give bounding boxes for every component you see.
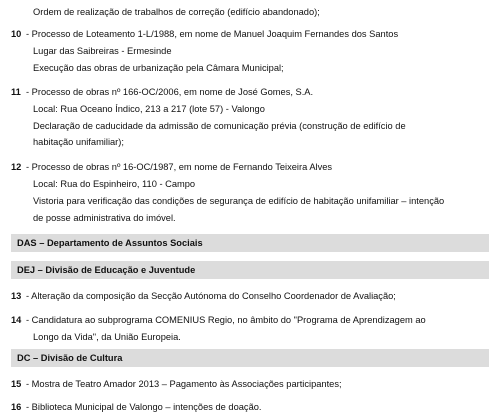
item-text-16: - Biblioteca Municipal de Valongo – intenções de doação. xyxy=(26,402,262,412)
item-number-12: 12 xyxy=(11,162,22,172)
section-header-das xyxy=(11,234,489,252)
item-title-12: - Processo de obras nº 16-OC/1987, em nome de Fernando Teixeira Alves xyxy=(26,162,333,172)
item-detail-11-2: Declaração de caducidade da admissão de comunicação prévia (construção de edifício de xyxy=(33,121,406,131)
section-title-das: DAS – Departamento de Assuntos Sociais xyxy=(17,238,203,248)
item-text-14-2: Longo da Vida", da União Europeia. xyxy=(33,332,181,342)
item-detail-10-1: Lugar das Saibreiras - Ermesinde xyxy=(33,46,172,56)
item-detail-11-1: Local: Rua Oceano Índico, 213 a 217 (lote 57) - Valongo xyxy=(33,104,265,114)
item-detail-10-2: Execução das obras de urbanização pela Câmara Municipal; xyxy=(33,63,284,73)
item-number-11: 11 xyxy=(11,87,21,97)
item-text-15: - Mostra de Teatro Amador 2013 – Pagamento às Associações participantes; xyxy=(26,379,342,389)
item-title-11: - Processo de obras nº 166-OC/2006, em nome de José Gomes, S.A. xyxy=(26,87,314,97)
item-number-16: 16 xyxy=(11,402,22,412)
section-title-dc: DC – Divisão de Cultura xyxy=(17,353,123,363)
section-header-dej xyxy=(11,261,489,279)
intro-line: Ordem de realização de trabalhos de correção (edifício abandonado); xyxy=(33,7,320,17)
item-number-10: 10 xyxy=(11,29,22,39)
item-number-15: 15 xyxy=(11,379,22,389)
section-header-dc xyxy=(11,349,489,367)
item-number-13: 13 xyxy=(11,291,22,301)
item-detail-11-3: habitação unifamiliar); xyxy=(33,137,124,147)
item-detail-12-1: Local: Rua do Espinheiro, 110 - Campo xyxy=(33,179,196,189)
item-text-13: - Alteração da composição da Secção Autónoma do Conselho Coordenador de Avaliação; xyxy=(26,291,396,301)
item-number-14: 14 xyxy=(11,315,22,325)
item-text-14-1: - Candidatura ao subprograma COMENIUS Regio, no âmbito do "Programa de Aprendizagem ao xyxy=(26,315,426,325)
item-title-10: - Processo de Loteamento 1-L/1988, em nome de Manuel Joaquim Fernandes dos Santos xyxy=(26,29,399,39)
item-detail-12-3: de posse administrativa do imóvel. xyxy=(33,213,176,223)
item-detail-12-2: Vistoria para verificação das condições de segurança de edifício de habitação unifamiliar – intenção xyxy=(33,196,445,206)
section-title-dej: DEJ – Divisão de Educação e Juventude xyxy=(17,265,196,275)
